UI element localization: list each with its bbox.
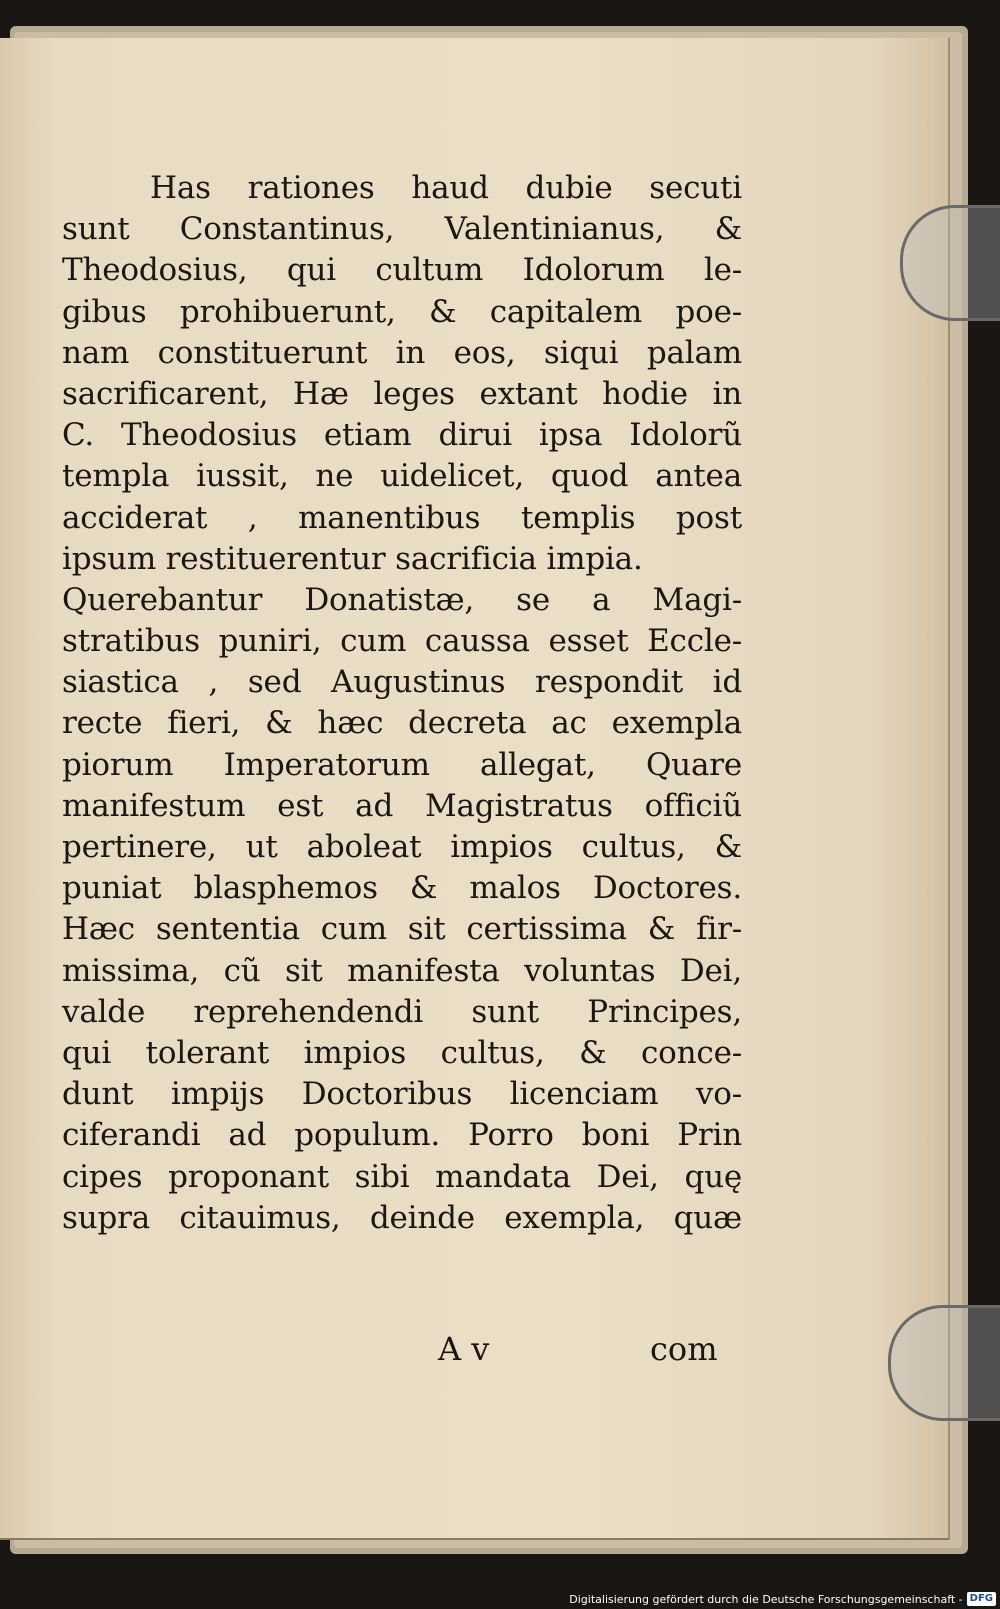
text-line: gibus prohibuerunt, & capitalem poe-: [62, 293, 742, 330]
text-line: recte fieri, & hæc decreta ac exempla: [62, 705, 742, 742]
dfg-logo-icon: DFG: [967, 1592, 996, 1606]
text-line: ipsum restituerentur sacrificia impia.: [62, 540, 643, 577]
text-line: missima, cũ sit manifesta voluntas Dei,: [62, 952, 742, 989]
text-line: Theodosius, qui cultum Idolorum le-: [62, 252, 742, 289]
text-line: Has rationes haud dubie secuti: [150, 170, 742, 206]
text-line: Querebantur Donatistæ, se a Magi-: [62, 581, 742, 618]
text-line: stratibus puniri, cum caussa esset Eccle-: [62, 623, 742, 660]
text-line: dunt impijs Doctoribus licenciam vo-: [62, 1076, 742, 1113]
text-line: sunt Constantinus, Valentinianus, &: [62, 211, 742, 248]
signature-mark: A v: [438, 1330, 490, 1368]
credit-text: Digitalisierung gefördert durch die Deutsche Forschungsgemeinschaft -: [569, 1592, 963, 1606]
text-line: manifestum est ad Magistratus officiũ: [62, 787, 742, 824]
paper-page: [0, 38, 950, 1540]
body-text: [62, 168, 742, 1239]
text-line: supra citauimus, deinde exempla, quæ: [62, 1199, 742, 1236]
text-line: siastica , sed Augustinus respondit id: [62, 664, 742, 701]
clip-icon: [888, 1305, 1000, 1421]
text-line: puniat blasphemos & malos Doctores.: [62, 870, 742, 907]
text-line: ciferandi ad populum. Porro boni Prin: [62, 1117, 742, 1154]
text-line: cipes proponant sibi mandata Dei, quę: [62, 1158, 742, 1195]
text-line: qui tolerant impios cultus, & conce-: [62, 1034, 742, 1071]
text-line: templa iussit, ne uidelicet, quod antea: [62, 458, 742, 495]
text-line: piorum Imperatorum allegat, Quare: [62, 746, 742, 783]
clip-icon: [900, 205, 1000, 321]
text-line: nam constituerunt in eos, siqui palam: [62, 334, 742, 371]
text-line: Hæc sententia cum sit certissima & fir-: [62, 911, 742, 948]
text-line: pertinere, ut aboleat impios cultus, &: [62, 829, 742, 865]
text-line: sacrificarent, Hæ leges extant hodie in: [62, 375, 742, 412]
text-line: valde reprehendendi sunt Principes,: [62, 993, 742, 1030]
text-line: C. Theodosius etiam dirui ipsa Idolorũ: [62, 417, 742, 454]
text-line: acciderat , manentibus templis post: [62, 499, 742, 536]
digitization-credit: [569, 1591, 996, 1607]
catchword: com: [650, 1330, 718, 1368]
